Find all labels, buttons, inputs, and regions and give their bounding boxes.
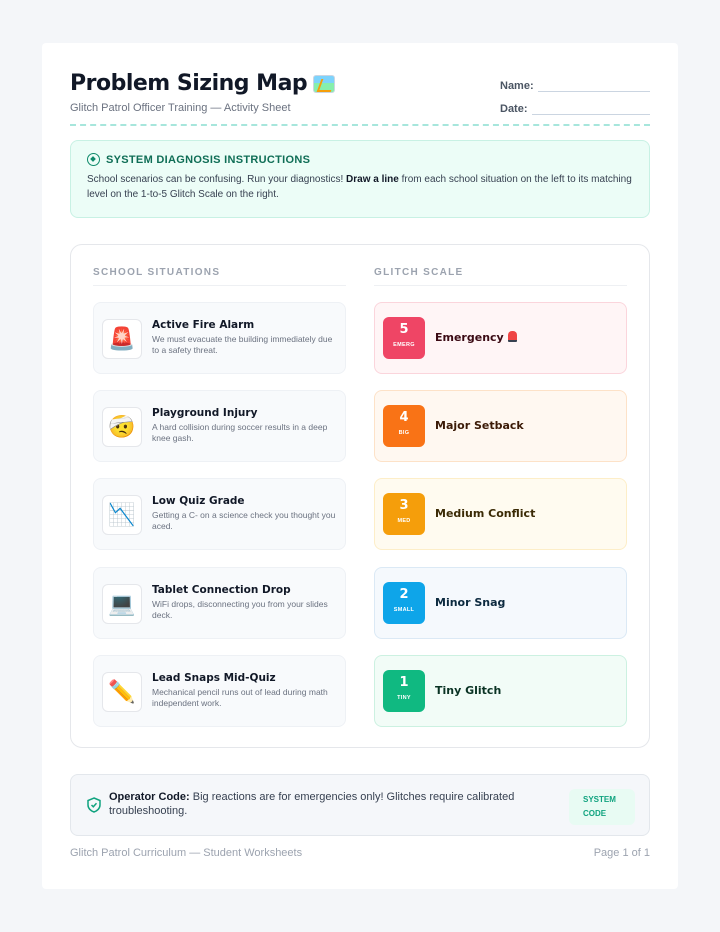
- situation-card[interactable]: [93, 478, 346, 550]
- operator-code-text: Operator Code: Big reactions are for emergencies only! Glitches require calibrated troubleshooting.: [109, 791, 515, 817]
- operator-code-box: [70, 774, 650, 836]
- instructions-box: [70, 140, 650, 218]
- level-badge: 3 MED: [383, 493, 425, 535]
- situation-desc: Getting a C- on a science check you thought you aced.: [152, 510, 336, 531]
- student-fields: [500, 75, 650, 121]
- situation-card[interactable]: [93, 655, 346, 727]
- system-code-badge: SYSTEM CODE: [569, 789, 635, 825]
- date-field[interactable]: Date:: [500, 98, 650, 115]
- level-label: Minor Snag: [435, 596, 506, 609]
- situation-title: Tablet Connection Drop: [152, 584, 291, 596]
- situation-title: Lead Snaps Mid-Quiz: [152, 672, 276, 684]
- level-label: Medium Conflict: [435, 507, 536, 520]
- matching-board: [70, 244, 650, 748]
- situation-desc: Mechanical pencil runs out of lead during math independent work.: [152, 687, 328, 708]
- siren-icon: [508, 331, 517, 342]
- curriculum-label: Glitch Patrol Curriculum — Student Worksheets: [70, 847, 303, 859]
- level-badge: 4 BIG: [383, 405, 425, 447]
- level-label: Tiny Glitch: [435, 684, 502, 697]
- page-subtitle: Glitch Patrol Officer Training — Activity Sheet: [70, 102, 291, 114]
- situation-card[interactable]: [93, 567, 346, 639]
- level-card-1[interactable]: [374, 655, 627, 727]
- worksheet-header: [70, 71, 650, 125]
- situation-desc: We must evacuate the building immediately due to a safety threat.: [152, 334, 333, 355]
- level-card-2[interactable]: [374, 567, 627, 639]
- page-footer: [70, 847, 650, 859]
- siren-icon: 🚨: [102, 319, 142, 359]
- name-field[interactable]: Name:: [500, 75, 650, 92]
- situation-title: Low Quiz Grade: [152, 495, 245, 507]
- pencil-icon: ✏️: [102, 672, 142, 712]
- situation-desc: A hard collision during soccer results in a deep knee gash.: [152, 422, 328, 443]
- level-card-5[interactable]: [374, 302, 627, 374]
- level-card-4[interactable]: [374, 390, 627, 462]
- level-label: Major Setback: [435, 419, 524, 432]
- level-label: Emergency: [435, 331, 517, 344]
- map-icon: [313, 75, 335, 93]
- situation-card[interactable]: [93, 390, 346, 462]
- level-card-3[interactable]: [374, 478, 627, 550]
- glitch-scale-heading: GLITCH SCALE: [374, 267, 464, 278]
- level-badge: 2 SMALL: [383, 582, 425, 624]
- situation-desc: WiFi drops, disconnecting you from your slides deck.: [152, 599, 328, 620]
- instructions-title: SYSTEM DIAGNOSIS INSTRUCTIONS: [87, 153, 633, 166]
- situations-heading: SCHOOL SITUATIONS: [93, 267, 221, 278]
- chart-decreasing-icon: 📉: [102, 495, 142, 535]
- situation-card[interactable]: [93, 302, 346, 374]
- worksheet-page: [42, 43, 678, 889]
- level-badge: 5 EMERG: [383, 317, 425, 359]
- level-badge: 1 TINY: [383, 670, 425, 712]
- compass-icon: [87, 153, 100, 166]
- bandaged-face-icon: 🤕: [102, 407, 142, 447]
- situation-title: Playground Injury: [152, 407, 258, 419]
- page-number: Page 1 of 1: [593, 847, 650, 859]
- page-title: Problem Sizing Map: [70, 71, 650, 96]
- instructions-body: School scenarios can be confusing. Run your diagnostics! Draw a line from each school situation on the left to its matching level on the 1-to-5 Glitch Scale on the right.: [87, 174, 632, 200]
- shield-icon: [87, 797, 101, 813]
- situation-title: Active Fire Alarm: [152, 319, 255, 331]
- header-divider: [70, 124, 650, 126]
- laptop-icon: 💻: [102, 584, 142, 624]
